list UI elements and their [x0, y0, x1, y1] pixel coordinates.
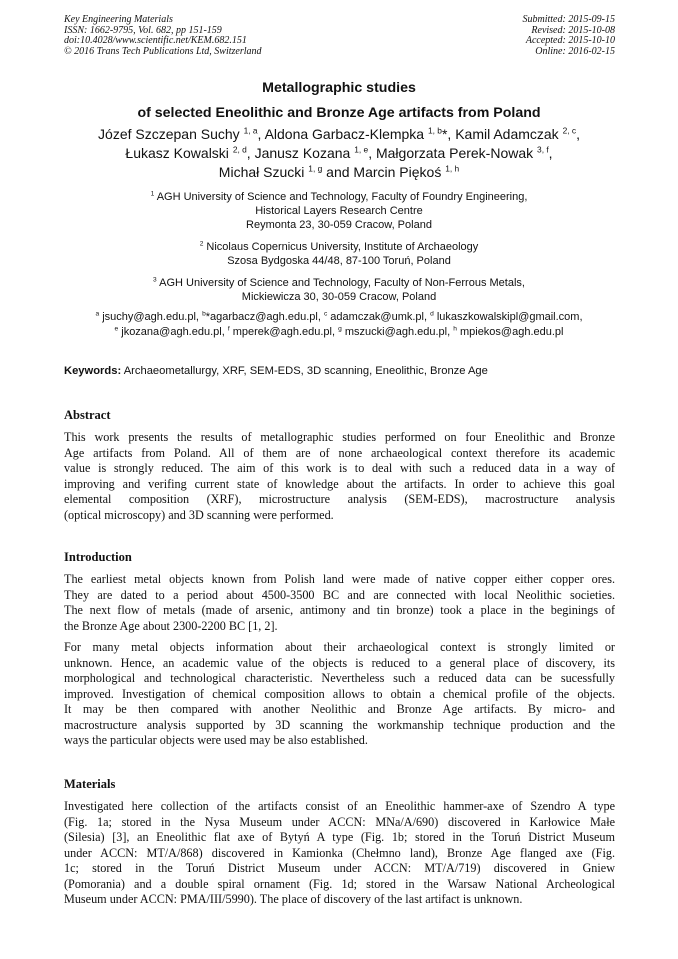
materials-heading: Materials — [64, 777, 116, 791]
date-online: Online: 2016-02-15 — [535, 45, 615, 57]
author-name: Michał Szucki — [218, 164, 305, 180]
affiliation-line: Mickiewicza 30, 30-059 Cracow, Poland — [241, 291, 437, 303]
text-line: unknown. Hence, an academic value of the objects is reduced to a general place of discovery, its — [64, 655, 615, 670]
text-line: the Bronze Age about 2300-2200 BC [1, 2]. — [64, 618, 278, 633]
journal-name: Key Engineering Materials — [64, 14, 173, 25]
text-line: For many metal objects information about their archaeological context is strongly limited or — [64, 640, 615, 654]
text-line: ways the particular objects were used may be also established. — [64, 733, 368, 747]
author-name: Józef Szczepan Suchy — [98, 126, 240, 142]
affiliation-number: 2 — [199, 240, 204, 248]
introduction-heading: Introduction — [64, 550, 132, 564]
text-line: Museum under ACCN: PMA/III/5990). The place of discovery of the last artifact is unknown. — [64, 892, 523, 906]
affiliation-2 — [40, 240, 638, 268]
keywords-label: Keywords: — [64, 365, 122, 377]
author-affiliation-mark: 1, e — [354, 144, 369, 155]
author-name: Łukasz Kowalski — [125, 145, 229, 161]
author-name: Kamil Adamczak — [455, 126, 559, 142]
keywords — [64, 365, 624, 377]
author-name: Małgorzata Perek-Nowak — [375, 145, 534, 161]
text-line: value is strongly reduced. The aim of this work is to deal with such a reduced data in a way of — [64, 461, 615, 475]
text-line: improved. Investigation of chemical composition allows to obtain a chemical profile of the objects. — [64, 686, 615, 701]
affiliation-line: Nicolaus Copernicus University, Institute of Archaeology — [206, 241, 479, 253]
email-link[interactable]: jkozana@agh.edu.pl, — [121, 326, 225, 338]
text-line: under ACCN: MT/A/868) discovered in Kamionka (Chełmno land), Bronze Age flanged axe (Fig. — [64, 845, 615, 860]
email-link[interactable]: mpiekos@agh.edu.pl — [459, 326, 564, 338]
materials-paragraph — [64, 799, 615, 908]
text-line: elemental composition (XRF), microstructure analysis (SEM-EDS), macrostructure analysis — [64, 492, 615, 506]
text-line: Investigated here collection of the artifacts consist of an Eneolithic hammer-axe of Szendro A type — [64, 799, 615, 813]
date-accepted: Accepted: 2015-10-10 — [525, 35, 615, 46]
author-name: Aldona Garbacz-Klempka — [264, 126, 425, 142]
author-affiliation-mark: 2, d — [232, 144, 247, 155]
journal-copyright: © 2016 Trans Tech Publications Ltd, Switzerland — [64, 45, 262, 57]
text-line: (optical microscopy) and 3D scanning were performed. — [64, 507, 334, 522]
date-submitted: Submitted: 2015-09-15 — [522, 14, 615, 25]
email-link[interactable]: mszucki@agh.edu.pl, — [344, 326, 451, 338]
author-affiliation-mark: 2, c — [562, 125, 577, 136]
text-line: Age artifacts from Poland. All of them are of none archaeological context therefore its academic — [64, 445, 615, 460]
affiliation-line: Historical Layers Research Centre — [255, 205, 423, 217]
text-line: The earliest metal objects known from Polish land were made of native copper either copper ores. — [64, 572, 615, 586]
author-list: Józef Szczepan Suchy $^{1, a}$, Aldona Garbacz-Klempka $^{1, b}$*, Kamil Adamczak $^{2, c}$, Łukasz Kowalski $^{2, d}$, Janusz Kozana $^{1, e}$, Małgorzata Perek-Nowak $^{3, f}$, Michał Szucki $^{1, g}$ and Marcin Piękoś $^{1, h}$ — [98, 125, 580, 180]
text-line: 1c; stored in the Toruń District Museum under ACCN: MT/A/719) discovered in Gniew — [64, 861, 615, 875]
author-affiliation-mark: 1, h — [445, 163, 460, 174]
affiliation-line: Reymonta 23, 30-059 Cracow, Poland — [246, 219, 432, 231]
affiliation-3 — [40, 276, 638, 304]
email-link[interactable]: jsuchy@agh.edu.pl, — [102, 311, 199, 323]
text-line: The next flow of metals (made of arsenic, antimony and tin bronze) took a place in the beginings of — [64, 603, 615, 617]
affiliation-number: 1 — [150, 190, 155, 198]
text-line: It may be then compared with another Neolithic and Bronze Age artifacts. By micro- and — [64, 702, 615, 716]
author-name: Marcin Piękoś — [353, 164, 442, 180]
text-line: macrostructure analysis supported by 3D scanning the workmanship technique production and the — [64, 717, 615, 732]
paper-title-line-2: of selected Eneolithic and Bronze Age artifacts from Poland — [137, 105, 541, 121]
affiliation-line: AGH University of Science and Technology, Faculty of Non-Ferrous Metals, — [159, 277, 525, 289]
journal-info — [64, 15, 262, 57]
abstract-paragraph — [64, 430, 615, 523]
introduction-paragraph-2 — [64, 640, 615, 749]
submission-dates — [523, 15, 616, 57]
journal-issn: ISSN: 1662-9795, Vol. 682, pp 151-159 — [64, 24, 222, 36]
email-link[interactable]: agarbacz@agh.edu.pl, — [210, 311, 321, 323]
journal-doi[interactable]: doi:10.4028/www.scientific.net/KEM.682.151 — [64, 35, 247, 46]
affiliation-line: AGH University of Science and Technology, Faculty of Foundry Engineering, — [156, 191, 528, 203]
author-affiliation-mark: 1, g — [308, 163, 323, 174]
affiliation-1 — [40, 190, 638, 232]
author-conjunction: and — [326, 164, 350, 180]
author-name: Janusz Kozana — [254, 145, 351, 161]
affiliation-number: 3 — [153, 276, 157, 284]
abstract-heading: Abstract — [64, 408, 111, 422]
text-line: morphological and technological characteristic. Nevertheless such a reduced data can be sucessfully — [64, 671, 615, 685]
introduction-paragraph-1 — [64, 572, 615, 634]
text-line: (Silesia) [3], an Eneolithic flat axe of Bytyń A type (Fig. 1b; stored in the Toruń District Museum — [64, 830, 615, 844]
email-link[interactable]: adamczak@umk.pl, — [330, 311, 428, 323]
keywords-text: Archaeometallurgy, XRF, SEM-EDS, 3D scanning, Eneolithic, Bronze Age — [123, 365, 488, 377]
text-line: This work presents the results of metallographic studies performed on four Eneolithic and Bronze — [64, 430, 615, 444]
author-affiliation-mark: 3, f — [537, 144, 549, 155]
text-line: They are dated to a period about 4500-3500 BC and are connected with local Neolithic societies. — [64, 587, 615, 602]
email-link[interactable]: lukaszkowalskipl@gmail.com, — [436, 311, 583, 323]
email-link[interactable]: mperek@agh.edu.pl, — [232, 326, 336, 338]
text-line: (Pomorania) and a double spiral ornament (Fig. 1d; stored in the Warsaw National Archeological — [64, 876, 615, 891]
author-affiliation-mark: 1, b — [427, 125, 442, 136]
text-line: (Fig. 1a; stored in the Nysa Museum under ACCN: MNa/A/690) discovered in Karłowice Małe — [64, 814, 615, 829]
text-line: improving and verifing current state of knowledge about the artifacts. In order to achieve this goal — [64, 476, 615, 491]
affiliation-line: Szosa Bydgoska 44/48, 87-100 Toruń, Poland — [227, 255, 451, 267]
author-emails: $^a$ jsuchy@agh.edu.pl, $^b$*agarbacz@agh.edu.pl, $^c$ adamczak@umk.pl, $^d$ lukaszkowalskipl@gmail.com, $^e$ jkozana@agh.edu.pl, $^f$ mperek@agh.edu.pl, $^g$ mszucki@agh.edu.pl, $^h$ mpiekos@agh.edu.pl — [95, 310, 583, 338]
date-revised: Revised: 2015-10-08 — [531, 24, 615, 36]
paper-title-line-1: Metallographic studies — [262, 80, 416, 96]
author-affiliation-mark: 1, a — [243, 125, 258, 136]
